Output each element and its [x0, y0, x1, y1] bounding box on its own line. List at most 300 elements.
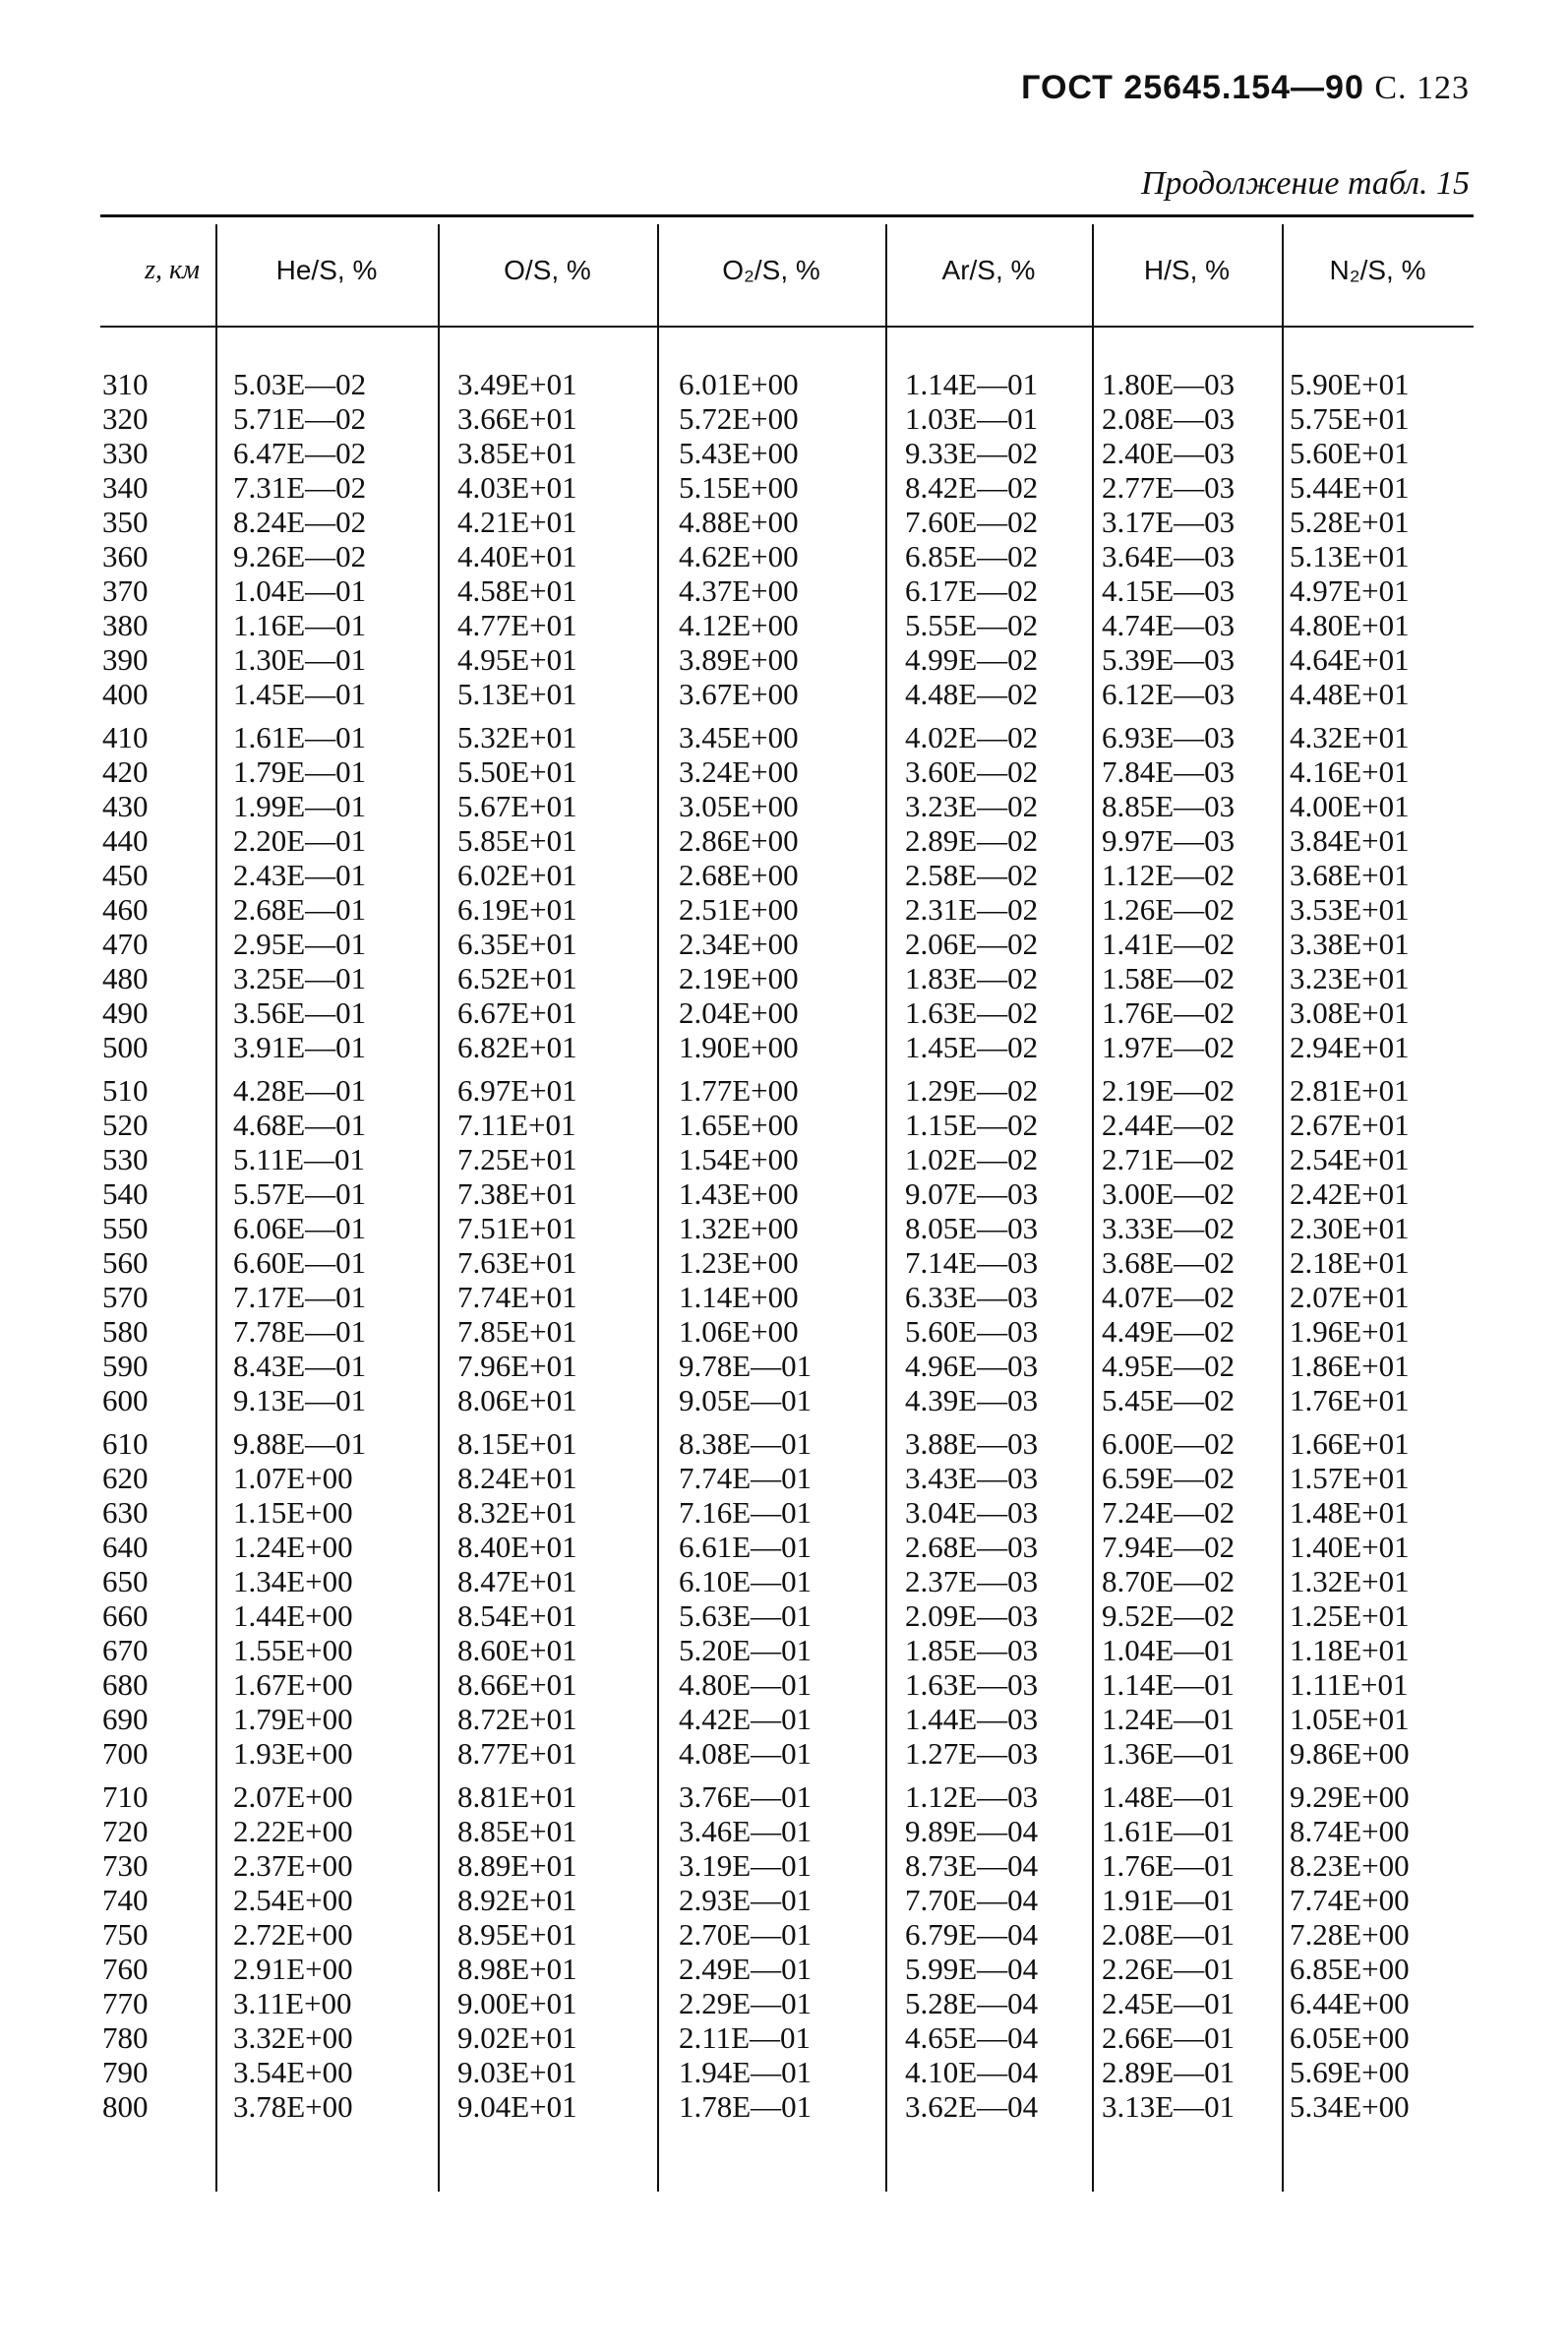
cell-o: 9.00E+01 — [457, 1986, 577, 2020]
cell-o2: 5.15E+00 — [679, 470, 799, 505]
cell-ar: 1.12E—03 — [905, 1779, 1039, 1814]
cell-he: 7.78E—01 — [233, 1314, 367, 1349]
table-row-group — [100, 1073, 1474, 1417]
cell-n2: 9.29E+00 — [1290, 1779, 1410, 1814]
cell-he: 1.99E—01 — [233, 789, 367, 823]
cell-altitude: 720 — [102, 1814, 149, 1848]
table-body — [100, 367, 1474, 2133]
cell-n2: 3.84E+01 — [1290, 823, 1410, 858]
cell-h: 4.07E—02 — [1102, 1280, 1236, 1314]
cell-he: 4.28E—01 — [233, 1073, 367, 1108]
cell-o2: 7.74E—01 — [679, 1461, 813, 1495]
cell-ar: 8.73E—04 — [905, 1848, 1039, 1883]
table-row-group — [100, 1426, 1474, 1771]
cell-altitude: 800 — [102, 2089, 149, 2124]
cell-altitude: 510 — [102, 1073, 149, 1108]
cell-h: 1.26E—02 — [1102, 892, 1236, 927]
table-row — [100, 720, 1474, 754]
cell-altitude: 640 — [102, 1530, 149, 1564]
table-row — [100, 1426, 1474, 1461]
cell-ar: 2.09E—03 — [905, 1598, 1039, 1633]
cell-altitude: 360 — [102, 539, 149, 573]
cell-o: 4.21E+01 — [457, 505, 577, 539]
cell-n2: 4.80E+01 — [1290, 608, 1410, 642]
cell-he: 3.91E—01 — [233, 1030, 367, 1064]
cell-altitude: 480 — [102, 961, 149, 995]
table-row — [100, 1667, 1474, 1702]
cell-ar: 7.14E—03 — [905, 1245, 1039, 1280]
cell-n2: 1.48E+01 — [1290, 1495, 1410, 1530]
cell-he: 2.22E+00 — [233, 1814, 353, 1848]
cell-he: 1.44E+00 — [233, 1598, 353, 1633]
cell-he: 3.78E+00 — [233, 2089, 353, 2124]
cell-altitude: 520 — [102, 1108, 149, 1142]
cell-ar: 4.39E—03 — [905, 1383, 1039, 1417]
cell-ar: 2.58E—02 — [905, 858, 1039, 892]
cell-n2: 5.60E+01 — [1290, 436, 1410, 470]
table-row — [100, 892, 1474, 927]
table-row — [100, 677, 1474, 711]
cell-n2: 5.13E+01 — [1290, 539, 1410, 573]
cell-he: 6.06E—01 — [233, 1211, 367, 1245]
cell-o: 7.38E+01 — [457, 1176, 577, 1211]
cell-o: 5.13E+01 — [457, 677, 577, 711]
cell-altitude: 580 — [102, 1314, 149, 1349]
cell-n2: 4.32E+01 — [1290, 720, 1410, 754]
table-row — [100, 2089, 1474, 2124]
cell-o: 4.95E+01 — [457, 642, 577, 677]
cell-o2: 1.90E+00 — [679, 1030, 799, 1064]
cell-o2: 6.01E+00 — [679, 367, 799, 401]
cell-he: 2.91E+00 — [233, 1952, 353, 1986]
cell-altitude: 670 — [102, 1633, 149, 1667]
cell-h: 9.97E—03 — [1102, 823, 1236, 858]
cell-o: 7.25E+01 — [457, 1142, 577, 1176]
cell-o: 4.03E+01 — [457, 470, 577, 505]
table-row — [100, 642, 1474, 677]
cell-ar: 2.06E—02 — [905, 927, 1039, 961]
cell-ar: 5.28E—04 — [905, 1986, 1039, 2020]
cell-ar: 3.60E—02 — [905, 754, 1039, 789]
cell-altitude: 490 — [102, 995, 149, 1030]
cell-ar: 5.99E—04 — [905, 1952, 1039, 1986]
cell-o2: 2.93E—01 — [679, 1883, 813, 1917]
cell-h: 2.19E—02 — [1102, 1073, 1236, 1108]
table-row — [100, 608, 1474, 642]
cell-altitude: 590 — [102, 1349, 149, 1383]
cell-altitude: 690 — [102, 1702, 149, 1736]
cell-n2: 3.23E+01 — [1290, 961, 1410, 995]
cell-o: 5.50E+01 — [457, 754, 577, 789]
cell-o2: 1.78E—01 — [679, 2089, 813, 2124]
cell-he: 1.93E+00 — [233, 1736, 353, 1771]
cell-o2: 1.94E—01 — [679, 2055, 813, 2089]
cell-he: 1.04E—01 — [233, 573, 367, 608]
cell-o: 8.15E+01 — [457, 1426, 577, 1461]
cell-altitude: 470 — [102, 927, 149, 961]
cell-h: 7.24E—02 — [1102, 1495, 1236, 1530]
table-row — [100, 1917, 1474, 1952]
cell-ar: 6.17E—02 — [905, 573, 1039, 608]
cell-h: 2.71E—02 — [1102, 1142, 1236, 1176]
cell-n2: 1.66E+01 — [1290, 1426, 1410, 1461]
cell-h: 2.44E—02 — [1102, 1108, 1236, 1142]
cell-o2: 1.43E+00 — [679, 1176, 799, 1211]
table-row — [100, 1245, 1474, 1280]
cell-n2: 1.05E+01 — [1290, 1702, 1410, 1736]
cell-n2: 2.07E+01 — [1290, 1280, 1410, 1314]
cell-he: 1.67E+00 — [233, 1667, 353, 1702]
cell-o2: 8.38E—01 — [679, 1426, 813, 1461]
column-header-o: O/S, % — [504, 255, 591, 285]
cell-h: 3.13E—01 — [1102, 2089, 1236, 2124]
cell-h: 8.70E—02 — [1102, 1564, 1236, 1598]
table-row — [100, 1211, 1474, 1245]
table-row — [100, 1176, 1474, 1211]
cell-he: 9.88E—01 — [233, 1426, 367, 1461]
cell-ar: 2.68E—03 — [905, 1530, 1039, 1564]
cell-he: 8.43E—01 — [233, 1349, 367, 1383]
cell-he: 1.24E+00 — [233, 1530, 353, 1564]
table-row — [100, 1633, 1474, 1667]
cell-o2: 3.89E+00 — [679, 642, 799, 677]
cell-altitude: 760 — [102, 1952, 149, 1986]
cell-h: 6.93E—03 — [1102, 720, 1236, 754]
cell-ar: 8.42E—02 — [905, 470, 1039, 505]
cell-ar: 1.63E—03 — [905, 1667, 1039, 1702]
table-row — [100, 1564, 1474, 1598]
cell-n2: 2.81E+01 — [1290, 1073, 1410, 1108]
cell-he: 2.07E+00 — [233, 1779, 353, 1814]
cell-n2: 6.44E+00 — [1290, 1986, 1410, 2020]
cell-he: 2.95E—01 — [233, 927, 367, 961]
cell-n2: 5.28E+01 — [1290, 505, 1410, 539]
cell-n2: 5.34E+00 — [1290, 2089, 1410, 2124]
cell-o: 8.77E+01 — [457, 1736, 577, 1771]
cell-n2: 9.86E+00 — [1290, 1736, 1410, 1771]
cell-he: 1.61E—01 — [233, 720, 367, 754]
cell-he: 6.60E—01 — [233, 1245, 367, 1280]
cell-h: 4.74E—03 — [1102, 608, 1236, 642]
cell-h: 6.59E—02 — [1102, 1461, 1236, 1495]
cell-altitude: 540 — [102, 1176, 149, 1211]
cell-ar: 1.83E—02 — [905, 961, 1039, 995]
cell-o2: 2.51E+00 — [679, 892, 799, 927]
cell-altitude: 780 — [102, 2020, 149, 2055]
cell-ar: 6.79E—04 — [905, 1917, 1039, 1952]
cell-o2: 1.32E+00 — [679, 1211, 799, 1245]
cell-altitude: 610 — [102, 1426, 149, 1461]
cell-h: 1.80E—03 — [1102, 367, 1236, 401]
cell-h: 2.66E—01 — [1102, 2020, 1236, 2055]
column-header-h: H/S, % — [1143, 255, 1231, 285]
cell-altitude: 310 — [102, 367, 149, 401]
cell-o2: 3.45E+00 — [679, 720, 799, 754]
cell-o2: 1.77E+00 — [679, 1073, 799, 1108]
cell-ar: 4.65E—04 — [905, 2020, 1039, 2055]
cell-he: 5.03E—02 — [233, 367, 367, 401]
cell-o: 6.67E+01 — [457, 995, 577, 1030]
cell-altitude: 600 — [102, 1383, 149, 1417]
cell-o: 8.95E+01 — [457, 1917, 577, 1952]
cell-altitude: 460 — [102, 892, 149, 927]
cell-n2: 5.44E+01 — [1290, 470, 1410, 505]
cell-he: 3.54E+00 — [233, 2055, 353, 2089]
cell-o: 8.66E+01 — [457, 1667, 577, 1702]
cell-ar: 2.31E—02 — [905, 892, 1039, 927]
cell-ar: 1.85E—03 — [905, 1633, 1039, 1667]
cell-ar: 3.88E—03 — [905, 1426, 1039, 1461]
cell-n2: 3.08E+01 — [1290, 995, 1410, 1030]
cell-ar: 9.89E—04 — [905, 1814, 1039, 1848]
table-row — [100, 1598, 1474, 1633]
cell-o2: 2.04E+00 — [679, 995, 799, 1030]
table-row — [100, 1883, 1474, 1917]
cell-h: 2.40E—03 — [1102, 436, 1236, 470]
cell-n2: 1.18E+01 — [1290, 1633, 1410, 1667]
cell-h: 5.39E—03 — [1102, 642, 1236, 677]
cell-n2: 2.42E+01 — [1290, 1176, 1410, 1211]
cell-altitude: 710 — [102, 1779, 149, 1814]
cell-o2: 3.19E—01 — [679, 1848, 813, 1883]
cell-altitude: 350 — [102, 505, 149, 539]
column-header-n2: N₂/S, % — [1329, 255, 1426, 285]
cell-o: 6.35E+01 — [457, 927, 577, 961]
cell-o2: 1.23E+00 — [679, 1245, 799, 1280]
cell-n2: 5.69E+00 — [1290, 2055, 1410, 2089]
cell-h: 1.61E—01 — [1102, 1814, 1236, 1848]
cell-o2: 5.63E—01 — [679, 1598, 813, 1633]
cell-ar: 3.43E—03 — [905, 1461, 1039, 1495]
cell-h: 4.95E—02 — [1102, 1349, 1236, 1383]
cell-n2: 4.97E+01 — [1290, 573, 1410, 608]
table-row — [100, 1349, 1474, 1383]
cell-o2: 9.05E—01 — [679, 1383, 813, 1417]
column-header-altitude: z, км — [145, 255, 200, 285]
cell-h: 1.12E—02 — [1102, 858, 1236, 892]
table-row — [100, 1030, 1474, 1064]
cell-ar: 1.29E—02 — [905, 1073, 1039, 1108]
cell-o: 9.03E+01 — [457, 2055, 577, 2089]
cell-h: 3.00E—02 — [1102, 1176, 1236, 1211]
cell-he: 2.20E—01 — [233, 823, 367, 858]
cell-o: 4.58E+01 — [457, 573, 577, 608]
cell-o2: 1.65E+00 — [679, 1108, 799, 1142]
cell-h: 2.89E—01 — [1102, 2055, 1236, 2089]
table-row-group — [100, 1779, 1474, 2124]
cell-he: 2.54E+00 — [233, 1883, 353, 1917]
cell-altitude: 530 — [102, 1142, 149, 1176]
cell-o2: 4.80E—01 — [679, 1667, 813, 1702]
cell-o2: 2.11E—01 — [679, 2020, 812, 2055]
cell-ar: 2.37E—03 — [905, 1564, 1039, 1598]
cell-o2: 5.72E+00 — [679, 401, 799, 436]
cell-h: 1.04E—01 — [1102, 1633, 1236, 1667]
cell-o2: 2.49E—01 — [679, 1952, 813, 1986]
cell-he: 1.15E+00 — [233, 1495, 353, 1530]
cell-ar: 3.04E—03 — [905, 1495, 1039, 1530]
cell-o: 8.89E+01 — [457, 1848, 577, 1883]
cell-ar: 3.23E—02 — [905, 789, 1039, 823]
cell-h: 3.68E—02 — [1102, 1245, 1236, 1280]
cell-he: 1.55E+00 — [233, 1633, 353, 1667]
cell-o2: 2.19E+00 — [679, 961, 799, 995]
cell-he: 1.79E+00 — [233, 1702, 353, 1736]
cell-he: 2.68E—01 — [233, 892, 367, 927]
table-row — [100, 823, 1474, 858]
cell-ar: 1.44E—03 — [905, 1702, 1039, 1736]
cell-n2: 2.67E+01 — [1290, 1108, 1410, 1142]
column-header-o2: O₂/S, % — [722, 255, 820, 285]
cell-o: 8.85E+01 — [457, 1814, 577, 1848]
cell-h: 1.14E—01 — [1102, 1667, 1236, 1702]
cell-n2: 1.96E+01 — [1290, 1314, 1410, 1349]
cell-h: 1.76E—02 — [1102, 995, 1236, 1030]
cell-n2: 3.38E+01 — [1290, 927, 1410, 961]
cell-o2: 2.34E+00 — [679, 927, 799, 961]
cell-ar: 5.60E—03 — [905, 1314, 1039, 1349]
cell-o: 6.52E+01 — [457, 961, 577, 995]
cell-ar: 1.15E—02 — [905, 1108, 1039, 1142]
cell-o: 5.67E+01 — [457, 789, 577, 823]
page-number: С. 123 — [1374, 70, 1470, 106]
cell-h: 1.76E—01 — [1102, 1848, 1236, 1883]
cell-altitude: 570 — [102, 1280, 149, 1314]
cell-altitude: 330 — [102, 436, 149, 470]
table-row — [100, 367, 1474, 401]
cell-o: 6.19E+01 — [457, 892, 577, 927]
cell-o: 3.66E+01 — [457, 401, 577, 436]
cell-o: 4.77E+01 — [457, 608, 577, 642]
cell-altitude: 550 — [102, 1211, 149, 1245]
cell-h: 5.45E—02 — [1102, 1383, 1236, 1417]
cell-o: 8.72E+01 — [457, 1702, 577, 1736]
table-row — [100, 1314, 1474, 1349]
cell-he: 3.32E+00 — [233, 2020, 353, 2055]
cell-o2: 4.62E+00 — [679, 539, 799, 573]
cell-h: 1.91E—01 — [1102, 1883, 1236, 1917]
cell-altitude: 750 — [102, 1917, 149, 1952]
cell-h: 1.48E—01 — [1102, 1779, 1236, 1814]
table-row — [100, 539, 1474, 573]
table-row — [100, 1108, 1474, 1142]
cell-ar: 1.45E—02 — [905, 1030, 1039, 1064]
table-row — [100, 1986, 1474, 2020]
cell-n2: 1.40E+01 — [1290, 1530, 1410, 1564]
cell-o: 6.02E+01 — [457, 858, 577, 892]
cell-altitude: 650 — [102, 1564, 149, 1598]
cell-o2: 4.37E+00 — [679, 573, 799, 608]
cell-o: 8.32E+01 — [457, 1495, 577, 1530]
cell-he: 3.25E—01 — [233, 961, 367, 995]
table-row — [100, 2020, 1474, 2055]
cell-h: 3.33E—02 — [1102, 1211, 1236, 1245]
table-row — [100, 1702, 1474, 1736]
cell-n2: 1.11E+01 — [1290, 1667, 1409, 1702]
cell-n2: 7.28E+00 — [1290, 1917, 1410, 1952]
cell-o2: 3.05E+00 — [679, 789, 799, 823]
cell-h: 1.24E—01 — [1102, 1702, 1236, 1736]
table-row — [100, 1736, 1474, 1771]
cell-h: 2.77E—03 — [1102, 470, 1236, 505]
cell-he: 1.30E—01 — [233, 642, 367, 677]
cell-o2: 4.42E—01 — [679, 1702, 813, 1736]
cell-o: 7.51E+01 — [457, 1211, 577, 1245]
cell-h: 3.17E—03 — [1102, 505, 1236, 539]
table-row — [100, 1779, 1474, 1814]
table-row — [100, 2055, 1474, 2089]
cell-altitude: 400 — [102, 677, 149, 711]
cell-altitude: 630 — [102, 1495, 149, 1530]
cell-he: 1.45E—01 — [233, 677, 367, 711]
table-row — [100, 1495, 1474, 1530]
cell-o2: 2.70E—01 — [679, 1917, 813, 1952]
cell-o2: 3.24E+00 — [679, 754, 799, 789]
table-row — [100, 1530, 1474, 1564]
cell-n2: 8.74E+00 — [1290, 1814, 1410, 1848]
cell-o2: 1.54E+00 — [679, 1142, 799, 1176]
page-header — [1021, 69, 1470, 107]
cell-h: 4.15E—03 — [1102, 573, 1236, 608]
cell-n2: 6.85E+00 — [1290, 1952, 1410, 1986]
cell-he: 1.34E+00 — [233, 1564, 353, 1598]
table-row — [100, 401, 1474, 436]
cell-he: 5.57E—01 — [233, 1176, 367, 1211]
cell-o2: 2.68E+00 — [679, 858, 799, 892]
table-row-group — [100, 367, 1474, 711]
cell-o: 9.04E+01 — [457, 2089, 577, 2124]
cell-altitude: 390 — [102, 642, 149, 677]
cell-he: 7.17E—01 — [233, 1280, 367, 1314]
cell-ar: 1.27E—03 — [905, 1736, 1039, 1771]
cell-o: 7.11E+01 — [457, 1108, 576, 1142]
cell-ar: 1.63E—02 — [905, 995, 1039, 1030]
cell-he: 1.16E—01 — [233, 608, 367, 642]
cell-altitude: 430 — [102, 789, 149, 823]
cell-altitude: 730 — [102, 1848, 149, 1883]
cell-h: 4.49E—02 — [1102, 1314, 1236, 1349]
cell-altitude: 500 — [102, 1030, 149, 1064]
table-row — [100, 754, 1474, 789]
cell-altitude: 680 — [102, 1667, 149, 1702]
table-row — [100, 1461, 1474, 1495]
cell-h: 1.58E—02 — [1102, 961, 1236, 995]
cell-o2: 4.08E—01 — [679, 1736, 813, 1771]
cell-ar: 4.96E—03 — [905, 1349, 1039, 1383]
table-row — [100, 1814, 1474, 1848]
cell-o: 6.97E+01 — [457, 1073, 577, 1108]
cell-h: 8.85E—03 — [1102, 789, 1236, 823]
cell-n2: 4.64E+01 — [1290, 642, 1410, 677]
table-row — [100, 1383, 1474, 1417]
table-row — [100, 961, 1474, 995]
cell-ar: 6.85E—02 — [905, 539, 1039, 573]
cell-n2: 7.74E+00 — [1290, 1883, 1410, 1917]
cell-he: 7.31E—02 — [233, 470, 367, 505]
cell-o: 7.96E+01 — [457, 1349, 577, 1383]
column-header-ar: Ar/S, % — [941, 255, 1036, 285]
table-row — [100, 1280, 1474, 1314]
cell-o2: 1.06E+00 — [679, 1314, 799, 1349]
cell-he: 3.56E—01 — [233, 995, 367, 1030]
cell-o: 7.74E+01 — [457, 1280, 577, 1314]
cell-o2: 3.46E—01 — [679, 1814, 813, 1848]
cell-o: 4.40E+01 — [457, 539, 577, 573]
cell-n2: 1.76E+01 — [1290, 1383, 1410, 1417]
cell-n2: 2.30E+01 — [1290, 1211, 1410, 1245]
cell-o2: 4.88E+00 — [679, 505, 799, 539]
table-row — [100, 1073, 1474, 1108]
